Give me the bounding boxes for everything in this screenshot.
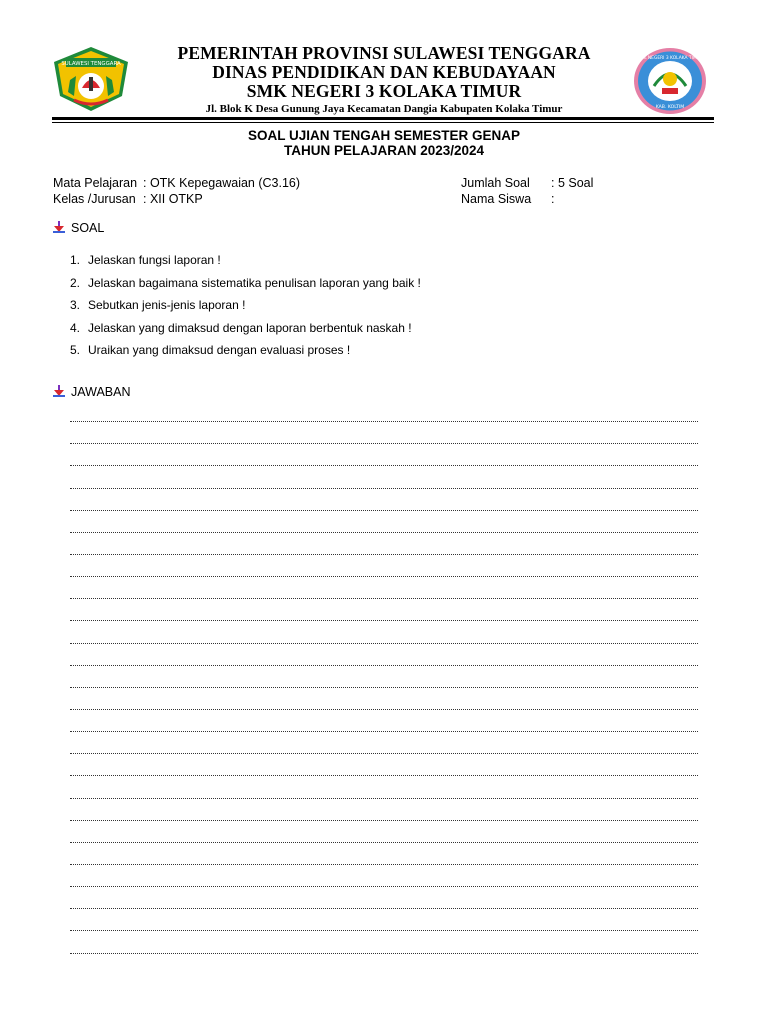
exam-info-right [461,175,593,207]
student-name-field[interactable]: : [551,192,555,206]
answer-line[interactable] [70,760,698,782]
letterhead [0,40,768,120]
section-jawaban-label: JAWABAN [71,385,131,399]
question-text: Uraikan yang dimaksud dengan evaluasi proses ! [88,343,351,357]
question-count-label: Jumlah Soal [461,176,530,190]
letterhead-line2: DINAS PENDIDIKAN DAN KEBUDAYAAN [212,62,556,82]
section-jawaban-heading [53,384,131,400]
letterhead-line3: SMK NEGERI 3 KOLAKA TIMUR [246,81,522,101]
exam-info-left [53,175,300,207]
letterhead-address: Jl. Blok K Desa Gunung Jaya Kecamatan Dangia Kabupaten Kolaka Timur [205,103,563,115]
answer-line[interactable] [70,849,698,871]
answer-line[interactable] [70,650,698,672]
section-soal-label: SOAL [71,221,105,235]
bullet-arrow-icon [53,221,65,233]
question-count-value: : 5 Soal [551,176,594,190]
question-item [70,249,421,272]
answer-line[interactable] [70,605,698,627]
answer-line[interactable] [70,871,698,893]
answer-line[interactable] [70,893,698,915]
question-number: 4. [70,320,81,335]
question-number: 5. [70,343,81,357]
question-list [70,249,421,362]
answer-area[interactable] [70,406,698,960]
question-number: 1. [70,253,81,267]
answer-line[interactable] [70,583,698,605]
question-text: Sebutkan jenis-jenis laporan ! [88,298,246,312]
answer-line[interactable] [70,694,698,716]
subject-value: : OTK Kepegawaian (C3.16) [143,176,301,190]
question-text: Jelaskan bagaimana sistematika penulisan laporan yang baik ! [88,275,421,290]
bullet-arrow-icon [53,385,65,397]
question-number: 3. [70,298,81,312]
letterhead-line1: PEMERINTAH PROVINSI SULAWESI TENGGARA [177,43,591,63]
answer-line[interactable] [70,627,698,649]
class-label: Kelas /Jurusan [53,192,136,206]
answer-line[interactable] [70,450,698,472]
answer-line[interactable] [70,517,698,539]
answer-line[interactable] [70,561,698,583]
answer-line[interactable] [70,805,698,827]
answer-line[interactable] [70,495,698,517]
answer-line[interactable] [70,782,698,804]
class-value: : XII OTKP [143,192,203,206]
answer-line[interactable] [70,915,698,937]
question-item [70,317,421,340]
letterhead-rule-thick [52,117,714,120]
question-text: Jelaskan yang dimaksud dengan laporan berbentuk naskah ! [88,320,412,335]
answer-line[interactable] [70,716,698,738]
province-logo [52,46,130,112]
school-seal-text-top: SMK NEGERI 3 KOLAKA TIMUR [637,56,703,61]
exam-title-line2: TAHUN PELAJARAN 2023/2024 [283,143,485,158]
letterhead-text [140,44,628,116]
question-item [70,294,421,317]
exam-title-line1: SOAL UJIAN TENGAH SEMESTER GENAP [247,128,521,143]
answer-line[interactable] [70,672,698,694]
student-name-label: Nama Siswa [461,192,532,206]
exam-title [0,128,768,158]
question-item [70,272,421,295]
answer-line[interactable] [70,827,698,849]
answer-line[interactable] [70,738,698,760]
school-seal [632,46,708,116]
answer-line[interactable] [70,937,698,959]
section-soal-heading [53,220,104,236]
answer-line[interactable] [70,472,698,494]
province-logo-text: SULAWESI TENGGARA [61,61,121,67]
question-text: Jelaskan fungsi laporan ! [88,253,221,267]
answer-line[interactable] [70,406,698,428]
school-seal-text-bottom: KAB. KOLTIM [655,105,685,110]
answer-line[interactable] [70,539,698,561]
answer-line[interactable] [70,428,698,450]
question-item [70,339,421,362]
question-number: 2. [70,275,81,290]
letterhead-rule-thin [52,122,714,123]
subject-label: Mata Pelajaran [53,176,138,190]
